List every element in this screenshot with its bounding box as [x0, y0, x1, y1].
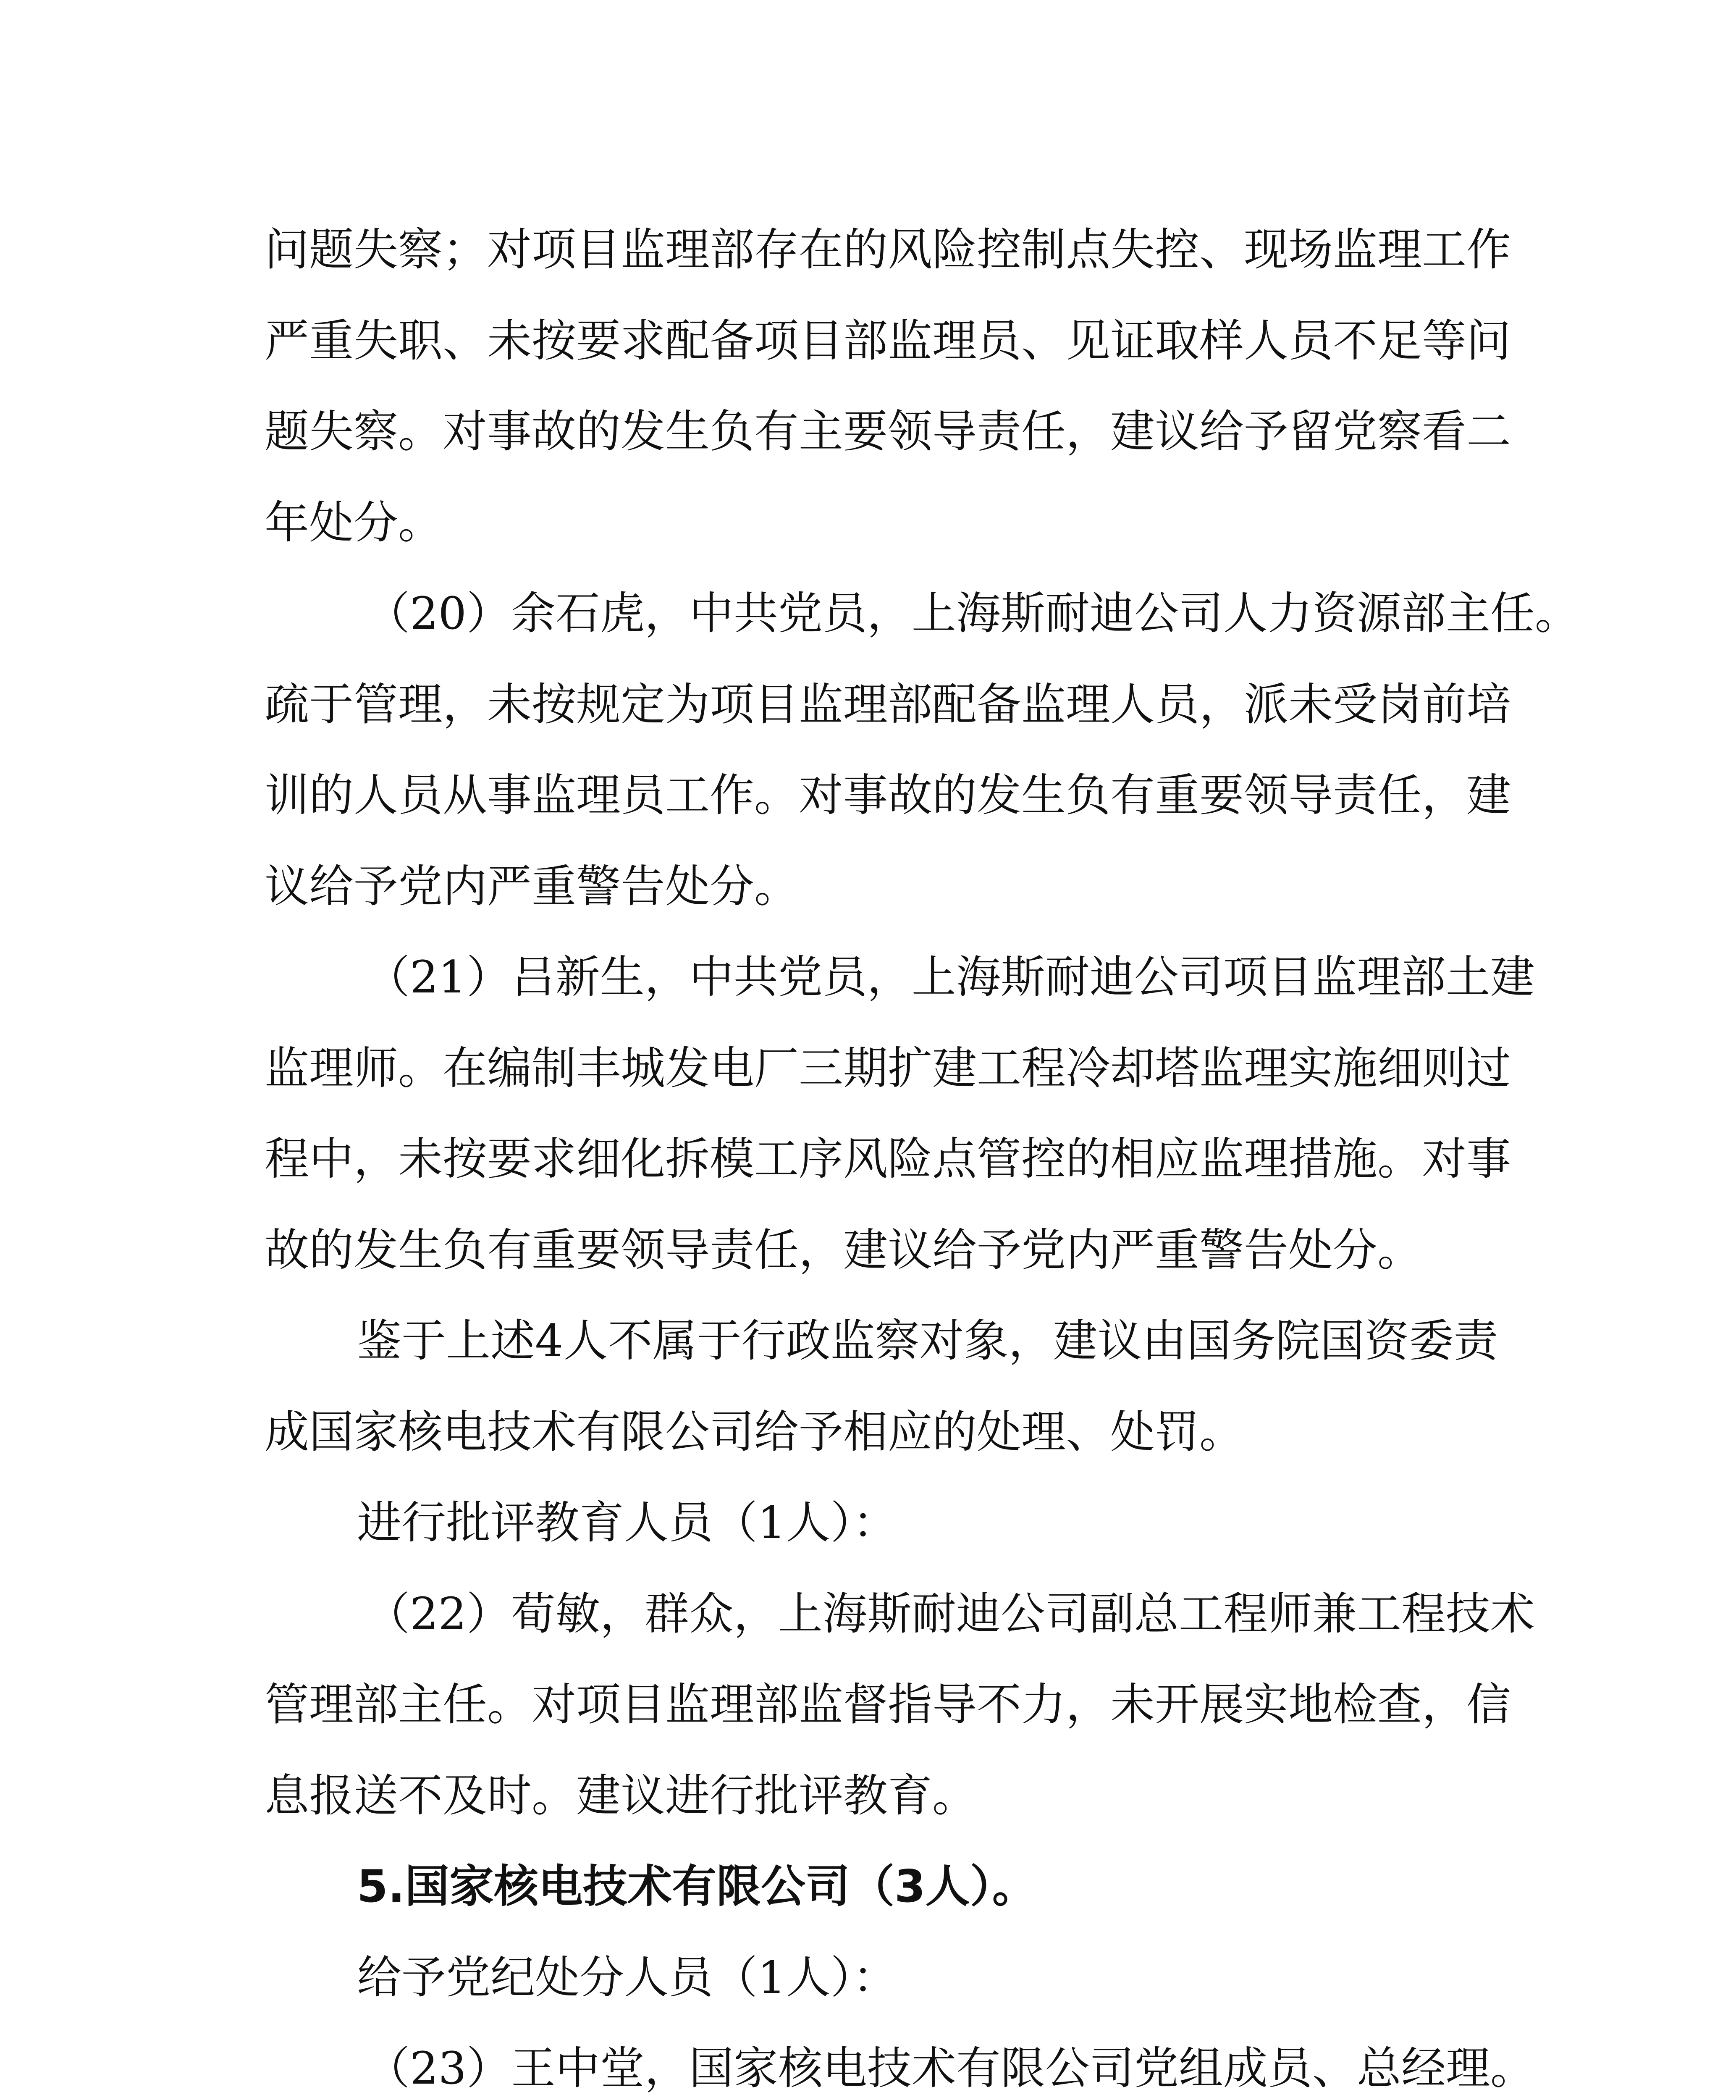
text-line: （22）荀敏，群众，上海斯耐迪公司副总工程师兼工程技术	[365, 1588, 1535, 1640]
text-line: 鉴于上述4人不属于行政监察对象，建议由国务院国资委责	[357, 1315, 1498, 1367]
section-heading: 5.国家核电技术有限公司（3人）。	[357, 1861, 1037, 1912]
text-line: 议给予党内严重警告处分。	[265, 861, 799, 912]
text-line: 严重失职、未按要求配备项目部监理员、见证取样人员不足等问	[265, 315, 1511, 367]
text-line: 成国家核电技术有限公司给予相应的处理、处罚。	[265, 1406, 1244, 1458]
text-line: （23）王中堂，国家核电技术有限公司党组成员、总经理。	[365, 2042, 1535, 2094]
text-line: 给予党纪处分人员（1人）：	[357, 1952, 897, 2003]
text-line: 年处分。	[265, 497, 443, 549]
text-line: 进行批评教育人员（1人）：	[357, 1497, 897, 1549]
text-line: 息报送不及时。建议进行批评教育。	[265, 1770, 977, 1822]
text-line: 监理师。在编制丰城发电厂三期扩建工程冷却塔监理实施细则过	[265, 1042, 1511, 1094]
text-line: 问题失察；对项目监理部存在的风险控制点失控、现场监理工作	[265, 224, 1511, 276]
text-line: 疏于管理，未按规定为项目监理部配备监理人员，派未受岗前培	[265, 679, 1511, 730]
text-line: （20）余石虎，中共党员，上海斯耐迪公司人力资源部主任。	[365, 588, 1579, 639]
text-line: 训的人员从事监理员工作。对事故的发生负有重要领导责任，建	[265, 769, 1511, 821]
text-line: （21）吕新生，中共党员，上海斯耐迪公司项目监理部土建	[365, 951, 1535, 1003]
text-line: 程中，未按要求细化拆模工序风险点管控的相应监理措施。对事	[265, 1133, 1511, 1185]
text-line: 题失察。对事故的发生负有主要领导责任，建议给予留党察看二	[265, 406, 1511, 457]
text-line: 故的发生负有重要领导责任，建议给予党内严重警告处分。	[265, 1224, 1422, 1276]
text-line: 管理部主任。对项目监理部监督指导不力，未开展实地检查，信	[265, 1679, 1511, 1730]
